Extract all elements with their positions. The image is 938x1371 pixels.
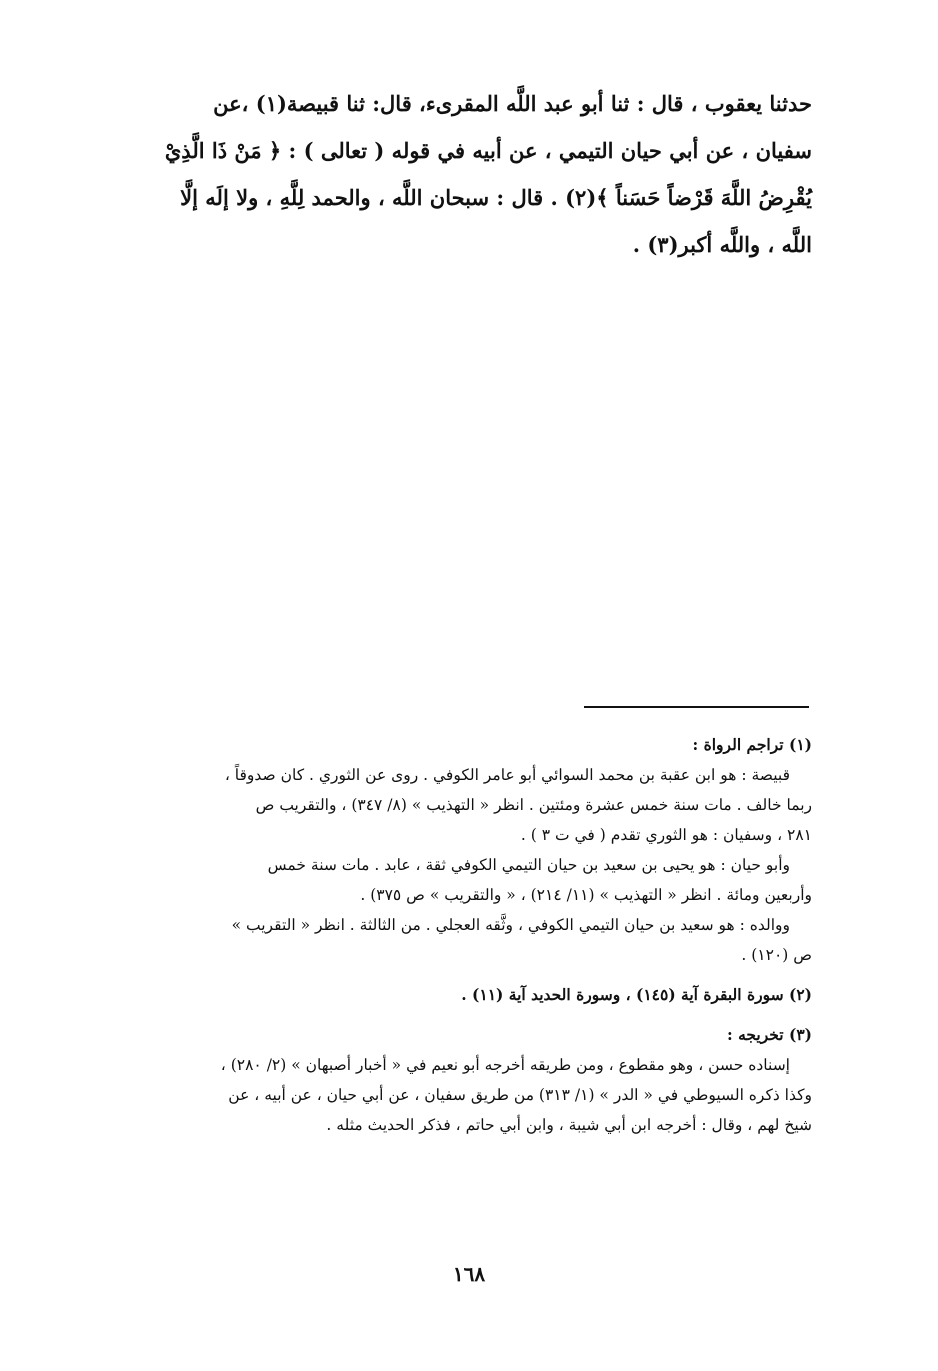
footnotes-section [96, 730, 812, 1150]
footnote-1-line: ص (١٢٠) . [741, 946, 812, 964]
footnote-1-line: ووالده : هو سعيد بن حيان التيمي الكوفي ، وثَّقه العجلي . من الثالثة . انظر « التقريب » [231, 916, 790, 934]
footnote-1-line: ٢٨١ ، وسفيان : هو الثوري تقدم ( في ت ٣ ) . [520, 826, 812, 844]
main-line: اللَّه ، واللَّه أكبر(٣) . [632, 232, 812, 257]
footnote-3-heading: (٣) تخريجه : [726, 1025, 812, 1044]
footnote-1-heading: (١) تراجم الرواة : [692, 735, 812, 754]
footnote-1 [96, 730, 812, 970]
page-number: ١٦٨ [452, 1262, 486, 1286]
main-line: يُقْرِضُ اللَّهَ قَرْضاً حَسَناً ﴾(٢) . قال : سبحان اللَّه ، والحمد لِلَّهِ ، ولا إلَه إلَّا [180, 185, 812, 210]
footnote-1-line: ربما خالف . مات سنة خمس عشرة ومئتين . انظر « التهذيب » (٨/ ٣٤٧) ، والتقريب ص [255, 796, 812, 814]
footnote-3-line: شيخ لهم ، وقال : أخرجه ابن أبي شيبة ، وابن أبي حاتم ، فذكر الحديث مثله . [326, 1116, 812, 1134]
footnote-3 [96, 1020, 812, 1140]
footnote-3-line: وكذا ذكره السيوطي في « الدر » (١/ ٣١٣) من طريق سفيان ، عن أبي حيان ، عن أبيه ، عن [228, 1086, 812, 1104]
footnote-1-line: وأربعين ومائة . انظر « التهذيب » (١١/ ٢١٤) ، « والتقريب » ص ٣٧٥) . [360, 886, 812, 904]
footnote-1-line: قبيصة : هو ابن عقبة بن محمد السوائي أبو عامر الكوفي . روى عن الثوري . كان صدوقاً ، [224, 766, 790, 784]
main-line: سفيان ، عن أبي حيان التيمي ، عن أبيه في قوله ( تعالى ) : ﴿ مَنْ ذَا الَّذِيْ [164, 138, 812, 163]
footnote-2 [96, 980, 812, 1010]
footnote-3-line: إسناده حسن ، وهو مقطوع ، ومن طريقه أخرجه أبو نعيم في « أخبار أصبهان » (٢/ ٢٨٠) ، [220, 1056, 790, 1074]
footnote-2-text: (٢) سورة البقرة آية (١٤٥) ، وسورة الحديد آية (١١) . [461, 985, 812, 1004]
footnote-separator [584, 706, 809, 708]
main-paragraph [100, 80, 812, 268]
footnote-1-line: وأبو حيان : هو يحيى بن سعيد بن حيان التيمي الكوفي ثقة ، عابد . مات سنة خمس [267, 856, 790, 874]
main-line: حدثنا يعقوب ، قال : ثنا أبو عبد اللَّه المقرىء، قال: ثنا قبيصة(١) ،عن [213, 91, 812, 116]
